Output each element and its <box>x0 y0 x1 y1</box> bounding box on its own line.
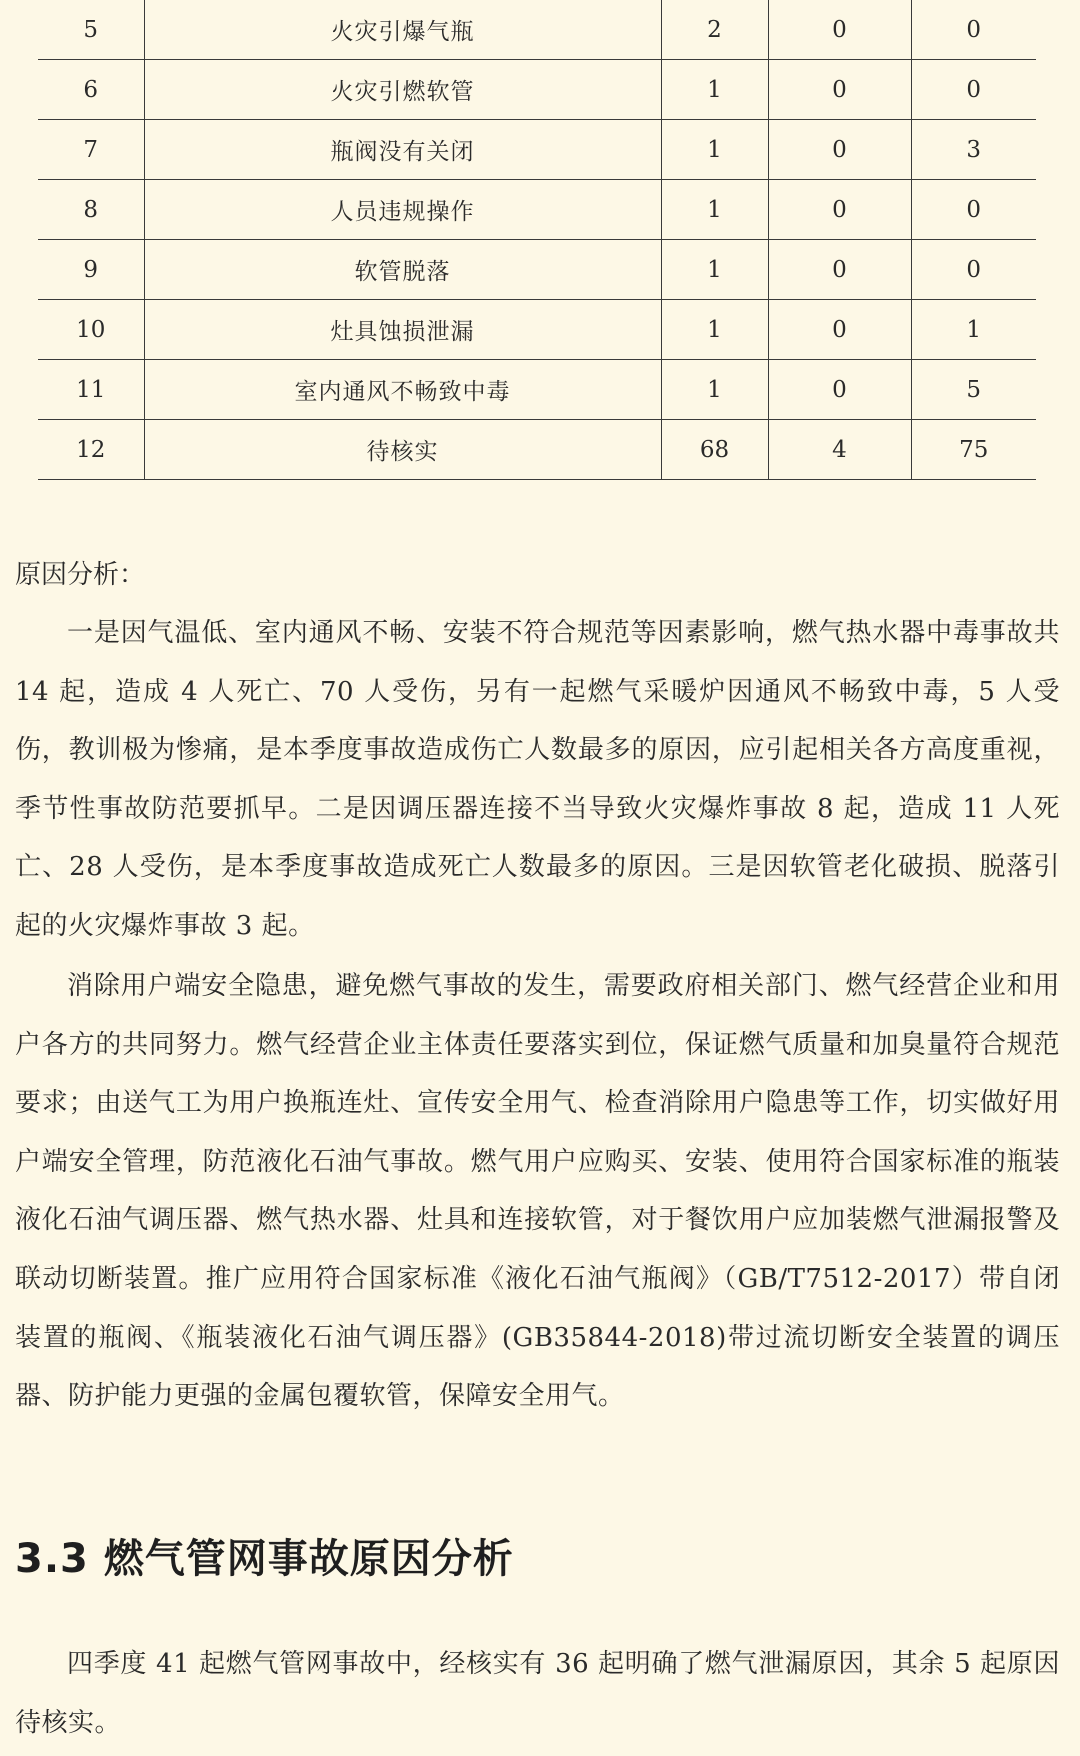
deaths-cell: 0 <box>768 120 911 180</box>
count-cell: 1 <box>661 300 768 360</box>
injuries-cell: 0 <box>911 0 1036 60</box>
cause-cell: 火灾引燃软管 <box>144 60 661 120</box>
row-number: 10 <box>38 300 144 360</box>
injuries-cell: 3 <box>911 120 1036 180</box>
cause-cell: 室内通风不畅致中毒 <box>144 360 661 420</box>
section-heading: 3.3 燃气管网事故原因分析 <box>15 1536 514 1582</box>
row-number: 9 <box>38 240 144 300</box>
injuries-cell: 0 <box>911 60 1036 120</box>
cause-cell: 待核实 <box>144 420 661 480</box>
injuries-cell: 75 <box>911 420 1036 480</box>
cause-cell: 软管脱落 <box>144 240 661 300</box>
accident-cause-table <box>38 0 1036 480</box>
cause-cell: 瓶阀没有关闭 <box>144 120 661 180</box>
table-row <box>38 420 1036 480</box>
injuries-cell: 1 <box>911 300 1036 360</box>
row-number: 12 <box>38 420 144 480</box>
deaths-cell: 0 <box>768 300 911 360</box>
paragraph-text: 消除用户端安全隐患，避免燃气事故的发生，需要政府相关部门、燃气经营企业和用户各方的共同努力。燃气经营企业主体责任要落实到位，保证燃气质量和加臭量符合规范要求；由送气工为用户换瓶连灶、宣传安全用气、检查消除用户隐患等工作，切实做好用户端安全管理，防范液化石油气事故。燃气用户应购买、安装、使用符合国家标准的瓶装液化石油气调压器、燃气热水器、灶具和连接软管，对于餐饮用户应加装燃气泄漏报警及联动切断装置。推广应用符合国家标准《液化石油气瓶阀》（GB/T7512-2017）带自闭装置的瓶阀、《瓶装液化石油气调压器》(GB35844-2018)带过流切断安全装置的调压器、防护能力更强的金属包覆软管，保障安全用气。 <box>15 971 1060 1412</box>
count-cell: 1 <box>661 180 768 240</box>
deaths-cell: 0 <box>768 60 911 120</box>
table-row <box>38 240 1036 300</box>
analysis-heading: 原因分析： <box>15 560 146 590</box>
row-number: 11 <box>38 360 144 420</box>
count-cell: 1 <box>661 240 768 300</box>
count-cell: 1 <box>661 360 768 420</box>
body-paragraph-2 <box>15 957 1060 1426</box>
deaths-cell: 0 <box>768 240 911 300</box>
cause-cell: 人员违规操作 <box>144 180 661 240</box>
count-cell: 68 <box>661 420 768 480</box>
injuries-cell: 0 <box>911 180 1036 240</box>
table-row <box>38 120 1036 180</box>
table-row <box>38 180 1036 240</box>
count-cell: 1 <box>661 60 768 120</box>
body-paragraph-1 <box>15 604 1060 956</box>
cause-cell: 灶具蚀损泄漏 <box>144 300 661 360</box>
count-cell: 1 <box>661 120 768 180</box>
row-number: 7 <box>38 120 144 180</box>
injuries-cell: 5 <box>911 360 1036 420</box>
row-number: 6 <box>38 60 144 120</box>
row-number: 5 <box>38 0 144 60</box>
paragraph-text: 四季度 41 起燃气管网事故中，经核实有 36 起明确了燃气泄漏原因，其余 5 起原因待核实。 <box>15 1649 1060 1738</box>
paragraph-text: 一是因气温低、室内通风不畅、安装不符合规范等因素影响，燃气热水器中毒事故共 14 起，造成 4 人死亡、70 人受伤，另有一起燃气采暖炉因通风不畅致中毒，5 人受伤，教训极为惨痛，是本季度事故造成伤亡人数最多的原因，应引起相关各方高度重视，季节性事故防范要抓早。二是因调压器连接不当导致火灾爆炸事故 8 起，造成 11 人死亡、28 人受伤，是本季度事故造成死亡人数最多的原因。三是因软管老化破损、脱落引起的火灾爆炸事故 3 起。 <box>15 618 1060 941</box>
deaths-cell: 0 <box>768 360 911 420</box>
body-paragraph-3 <box>15 1635 1060 1752</box>
row-number: 8 <box>38 180 144 240</box>
deaths-cell: 4 <box>768 420 911 480</box>
injuries-cell: 0 <box>911 240 1036 300</box>
deaths-cell: 0 <box>768 0 911 60</box>
count-cell: 2 <box>661 0 768 60</box>
table-row <box>38 300 1036 360</box>
table-row <box>38 0 1036 60</box>
cause-cell: 火灾引爆气瓶 <box>144 0 661 60</box>
table-row <box>38 60 1036 120</box>
table-row <box>38 360 1036 420</box>
deaths-cell: 0 <box>768 180 911 240</box>
